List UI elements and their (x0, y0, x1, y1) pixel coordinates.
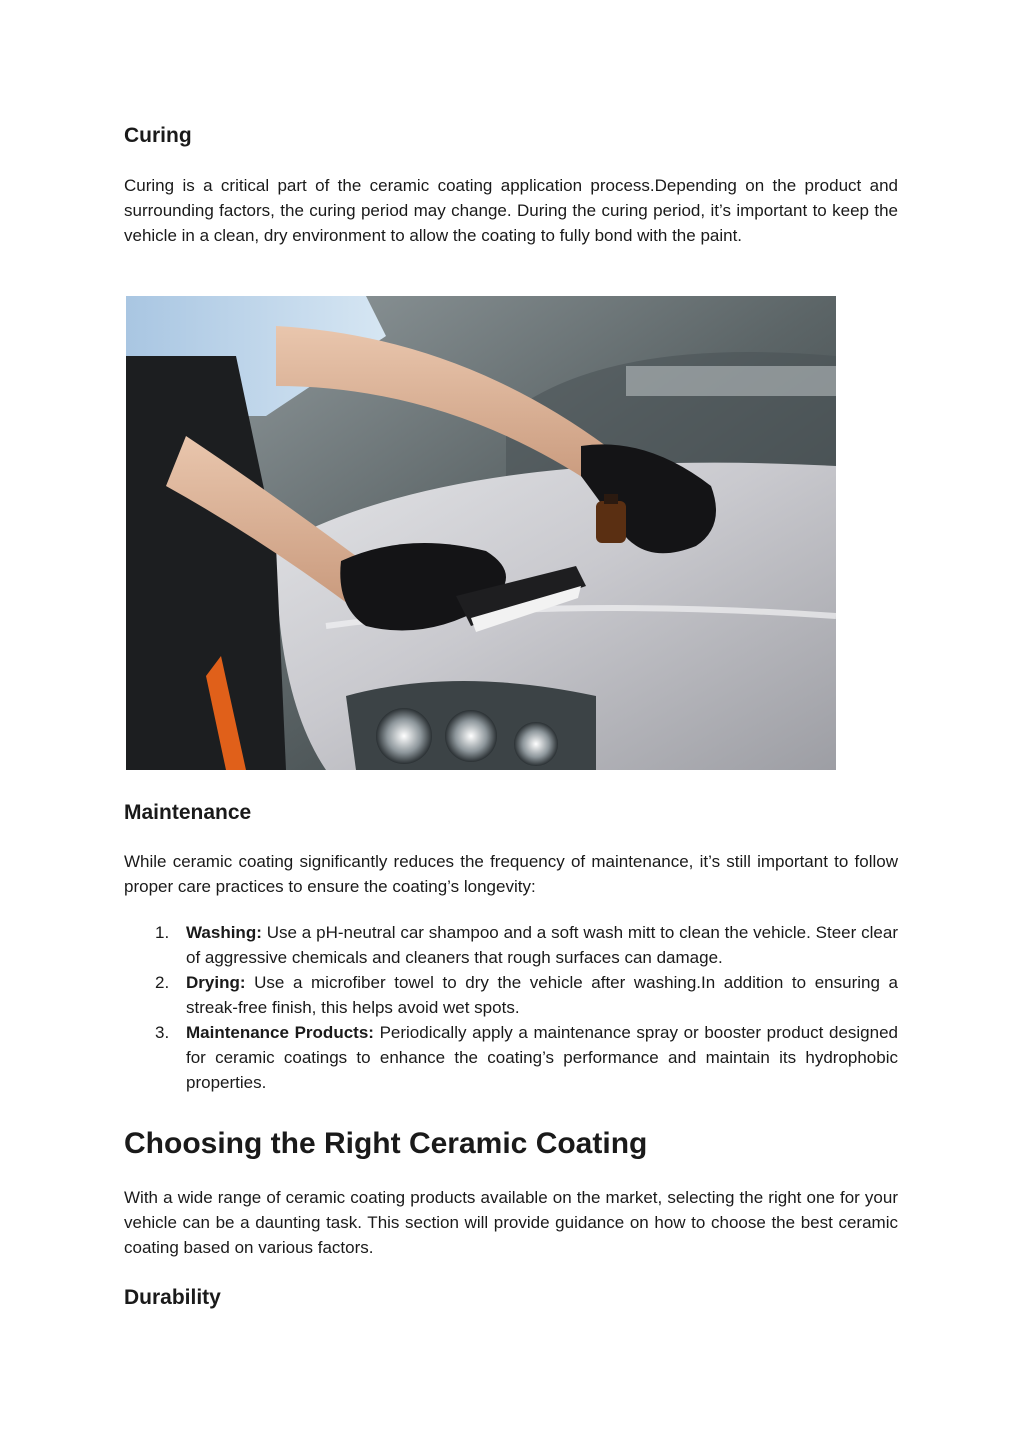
list-item-number: 1. (155, 923, 170, 942)
list-item-text: Use a microfiber towel to dry the vehicle after washing.In addition to ensuring a streak-free finish, this helps avoid wet spots. (186, 973, 898, 1017)
curing-paragraph: Curing is a critical part of the ceramic coating application process.Depending on the product and surrounding factors, the curing period may change. During the curing period, it’s important to keep the vehicle in a clean, dry environment to allow the coating to fully bond with the paint. (124, 176, 898, 245)
list-item-title: Drying: (186, 973, 255, 992)
list-item-number: 2. (155, 973, 170, 992)
maintenance-list (124, 920, 898, 1095)
ceramic-coating-photo (126, 296, 836, 770)
list-item (124, 1020, 898, 1095)
durability-heading: Durability (124, 1286, 221, 1309)
maintenance-intro: While ceramic coating significantly reduces the frequency of maintenance, it’s still important to follow proper care practices to ensure the coating’s longevity: (124, 852, 898, 896)
list-item-text: Periodically apply a maintenance spray or booster product designed for ceramic coatings to enhance the coating’s performance and maintain its hydrophobic properties. (186, 1023, 898, 1092)
list-item-title: Washing: (186, 923, 267, 942)
list-item-number: 3. (155, 1023, 170, 1042)
list-item (124, 970, 898, 1020)
list-item-text: Use a pH-neutral car shampoo and a soft wash mitt to clean the vehicle. Steer clear of aggressive chemicals and cleaners that rough surfaces can damage. (186, 923, 898, 967)
curing-heading: Curing (124, 124, 192, 147)
choosing-paragraph: With a wide range of ceramic coating products available on the market, selecting the right one for your vehicle can be a daunting task. This section will provide guidance on how to choose the best ceramic coating based on various factors. (124, 1188, 898, 1257)
choosing-heading: Choosing the Right Ceramic Coating (124, 1127, 648, 1160)
list-item-title: Maintenance Products: (186, 1023, 380, 1042)
maintenance-heading: Maintenance (124, 801, 252, 824)
list-item (124, 920, 898, 970)
